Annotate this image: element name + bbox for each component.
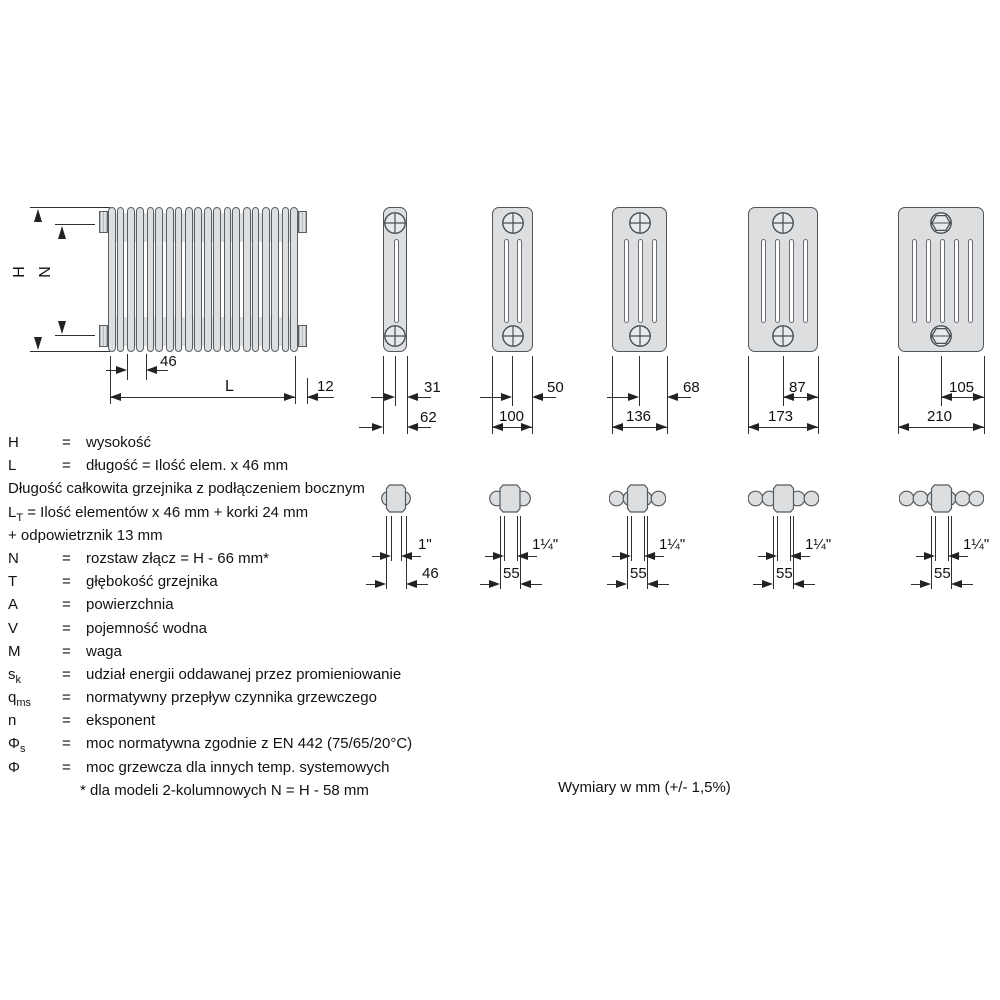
dim-half-depth-6col: 105 (949, 379, 975, 396)
hex-plug-icon (929, 324, 953, 348)
legend-row: T = głębokość grzejnika (8, 573, 218, 591)
dim-end-extension: 12 (317, 378, 334, 395)
dim-arrow (620, 552, 631, 560)
cross-section-body (898, 207, 984, 352)
dim-arrow (973, 423, 984, 431)
threaded-plug-icon (628, 211, 652, 235)
legend-row: $\Phi_s$ = moc normatywna zgodnie z EN 442 (75/65/20°C) (8, 735, 413, 756)
dim-arrow (34, 209, 42, 222)
hex-plug-icon (929, 211, 953, 235)
ext-line (935, 516, 936, 561)
column-tube (194, 207, 202, 352)
radiator-element (224, 207, 240, 352)
ext-line (639, 356, 640, 406)
dim-thread-3col: 1¼" (532, 536, 559, 553)
legend-row: + odpowietrznik 13 mm (8, 526, 163, 544)
threaded-plug-icon (501, 211, 525, 235)
column-tube (155, 207, 163, 352)
top-view-shape (609, 484, 666, 513)
dim-length: L (225, 378, 234, 395)
dim-arrow (407, 423, 418, 431)
dim-element-width-3col: 55 (503, 565, 520, 582)
column-gap-slot (638, 239, 643, 323)
column-gap-slot (624, 239, 629, 323)
ext-line (30, 351, 110, 352)
column-tube (185, 207, 193, 352)
dim-line (678, 397, 691, 398)
column-tube (127, 207, 135, 352)
connection-stub (99, 211, 108, 233)
dim-arrow (616, 580, 627, 588)
column-gap-slot (912, 239, 917, 323)
dim-arrow (110, 393, 121, 401)
legend-row: L = długość = Ilość elem. x 46 mm (8, 457, 289, 475)
legend (8, 431, 588, 802)
column-gap-slot (968, 239, 973, 323)
dim-arrow (924, 552, 935, 560)
dim-depth-2col: 62 (420, 409, 437, 426)
dim-arrow (644, 552, 655, 560)
dim-arrow (762, 580, 773, 588)
dim-half-depth-3col: 50 (547, 379, 564, 396)
legend-row: Długość całkowita grzejnika z podłączeniem bocznym (8, 480, 365, 498)
connection-stub (99, 325, 108, 347)
column-tube (271, 207, 279, 352)
legend-row: $q_{ms}$ = normatywny przepływ czynnika grzewczego (8, 689, 377, 710)
column-tube (175, 207, 183, 352)
dim-line (607, 397, 628, 398)
cross-section-body (383, 207, 407, 352)
dim-arrow (790, 552, 801, 560)
column-gap-slot (803, 239, 808, 323)
dim-arrow (807, 393, 818, 401)
dim-thread-5col: 1¼" (805, 536, 832, 553)
dim-line (758, 556, 766, 557)
dimensions-note: Wymiary w mm (+/- 1,5%) (558, 779, 731, 796)
dim-thread-2col: 1" (418, 536, 432, 553)
dim-arrow (146, 366, 157, 374)
threaded-plug-icon (771, 211, 795, 235)
threaded-plug-icon (628, 324, 652, 348)
cross-section-body (748, 207, 818, 352)
column-tube (252, 207, 260, 352)
top-view-shape (748, 484, 819, 513)
dim-thread-6col: 1¼" (963, 536, 990, 553)
legend-row: V = pojemność wodna (8, 619, 207, 637)
column-tube (282, 207, 290, 352)
column-tube (147, 207, 155, 352)
dim-line (916, 556, 924, 557)
dim-line (658, 584, 669, 585)
dim-line (655, 556, 664, 557)
radiator-elements (108, 207, 298, 352)
dim-depth-6col: 210 (927, 408, 953, 425)
column-tube (262, 207, 270, 352)
dim-line (801, 556, 810, 557)
connection-stub (298, 325, 307, 347)
radiator-body (99, 207, 307, 352)
dim-element-width-6col: 55 (934, 565, 951, 582)
dim-depth-4col: 136 (626, 408, 652, 425)
radiator-element (204, 207, 220, 352)
column-tube (243, 207, 251, 352)
ext-line (631, 516, 632, 561)
dim-arrow (951, 580, 962, 588)
ext-line (295, 356, 296, 404)
dim-line (959, 556, 968, 557)
ext-line (512, 356, 513, 406)
radiator-element (282, 207, 298, 352)
column-gap-slot (954, 239, 959, 323)
dim-line (110, 397, 295, 398)
column-tube (136, 207, 144, 352)
column-tube (204, 207, 212, 352)
column-gap-slot (394, 239, 399, 323)
dim-line (106, 370, 116, 371)
legend-row: Φ = moc grzewcza dla innych temp. systemowych (8, 758, 390, 776)
column-tube (290, 207, 298, 352)
column-gap-slot (789, 239, 794, 323)
ext-line (818, 356, 819, 434)
legend-row: n = eksponent (8, 712, 156, 730)
cross-section-body (612, 207, 667, 352)
dim-arrow (948, 552, 959, 560)
ext-line (127, 354, 128, 380)
column-tube (117, 207, 125, 352)
column-tube (232, 207, 240, 352)
dim-line (359, 427, 372, 428)
legend-row: $L_T$ = Ilość elementów x 46 mm + korki 24 mm (8, 503, 309, 524)
dim-element-pitch: 46 (160, 353, 177, 370)
dim-arrow (898, 423, 909, 431)
dim-arrow (532, 393, 543, 401)
dim-arrow (656, 423, 667, 431)
ext-line (55, 224, 95, 225)
dim-element-width-5col: 55 (776, 565, 793, 582)
dim-arrow (920, 580, 931, 588)
dim-line (607, 584, 616, 585)
dim-arrow (748, 423, 759, 431)
dim-arrow (501, 393, 512, 401)
dim-arrow (807, 423, 818, 431)
dim-element-width-2col: 46 (422, 565, 439, 582)
dim-half-depth-4col: 68 (683, 379, 700, 396)
dim-line (911, 584, 920, 585)
dim-element-width-4col: 55 (630, 565, 647, 582)
dim-arrow (647, 580, 658, 588)
dim-arrow (34, 337, 42, 350)
column-gap-slot (775, 239, 780, 323)
dim-line (962, 584, 973, 585)
threaded-plug-icon (771, 324, 795, 348)
threaded-plug-icon (383, 324, 407, 348)
radiator-element (127, 207, 143, 352)
threaded-plug-icon (501, 324, 525, 348)
column-gap-slot (517, 239, 522, 323)
radiator-element (108, 207, 124, 352)
dim-arrow (407, 393, 418, 401)
dim-arrow (973, 393, 984, 401)
dim-half-depth-5col: 87 (789, 379, 806, 396)
dim-line (480, 397, 501, 398)
dim-arrow (612, 423, 623, 431)
dim-arrow (116, 366, 127, 374)
radiator-element (262, 207, 278, 352)
dim-line (418, 427, 431, 428)
dim-arrow (628, 393, 639, 401)
radiator-element (243, 207, 259, 352)
dim-arrow (793, 580, 804, 588)
ext-line (55, 335, 95, 336)
dim-arrow (372, 423, 383, 431)
column-tube (166, 207, 174, 352)
dim-line (753, 584, 762, 585)
dim-line (804, 584, 815, 585)
threaded-plug-icon (383, 211, 407, 235)
radiator-element (166, 207, 182, 352)
dim-arrow (58, 321, 66, 334)
top-view-shape (899, 484, 984, 513)
column-gap-slot (926, 239, 931, 323)
dim-arrow (384, 393, 395, 401)
column-gap-slot (652, 239, 657, 323)
dim-thread-4col: 1¼" (659, 536, 686, 553)
dim-depth-5col: 173 (768, 408, 794, 425)
legend-row: H = wysokość (8, 434, 152, 451)
ext-line (30, 207, 110, 208)
dim-arrow (284, 393, 295, 401)
ext-line (395, 356, 396, 406)
legend-row: M = waga (8, 642, 122, 660)
column-tube (224, 207, 232, 352)
dim-label-joint-spacing: N (37, 266, 54, 278)
column-gap-slot (761, 239, 766, 323)
dim-arrow (766, 552, 777, 560)
dim-label-height: H (11, 266, 28, 278)
column-gap-slot (940, 239, 945, 323)
ext-line (984, 356, 985, 434)
dim-half-depth-2col: 31 (424, 379, 441, 396)
cross-section-body (492, 207, 533, 352)
radiator-element (185, 207, 201, 352)
legend-row: N = rozstaw złącz = H - 66 mm* (8, 549, 269, 567)
dim-line (371, 397, 384, 398)
dim-line (543, 397, 556, 398)
dim-line (612, 556, 620, 557)
column-tube (213, 207, 221, 352)
legend-row: $s_k$ = udział energii oddawanej przez promieniowanie (8, 665, 402, 686)
dim-line (157, 370, 168, 371)
dim-depth-3col: 100 (499, 408, 525, 425)
legend-footnote-row: * dla modeli 2-kolumnowych N = H - 58 mm (80, 781, 369, 799)
dim-arrow (667, 393, 678, 401)
connection-stub (298, 211, 307, 233)
dim-arrow (58, 226, 66, 239)
column-tube (108, 207, 116, 352)
ext-line (777, 516, 778, 561)
radiator-element (147, 207, 163, 352)
column-gap-slot (504, 239, 509, 323)
legend-row: A = powierzchnia (8, 596, 174, 614)
dim-line (418, 397, 431, 398)
dim-line (898, 427, 984, 428)
